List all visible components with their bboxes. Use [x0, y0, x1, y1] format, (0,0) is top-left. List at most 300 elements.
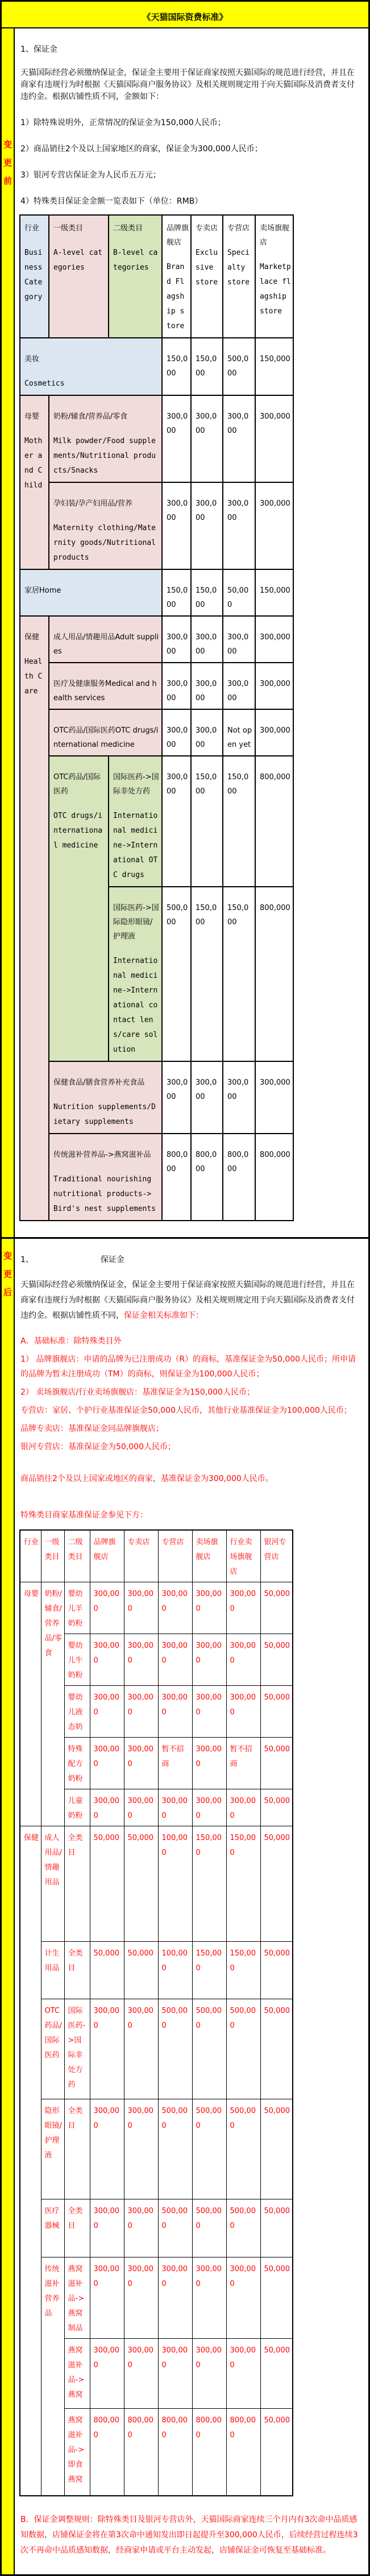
- table-cell: [90, 1999, 124, 2099]
- cell-text: 300,000: [230, 1797, 256, 1820]
- cell-text: 二级类目: [113, 224, 143, 233]
- table-cell: [158, 2409, 192, 2496]
- table-cell: [223, 616, 255, 663]
- cell-text: 500,000: [161, 2207, 188, 2230]
- table-cell: [41, 1582, 64, 1826]
- cell-text: 成人用品/情趣用品Adult supplies: [53, 633, 159, 656]
- cell-text: 300,000: [227, 412, 249, 435]
- table-cell: [162, 338, 191, 395]
- cell-text: 150,000: [167, 355, 188, 378]
- table-cell: [64, 2339, 90, 2409]
- cell-text: 二级类目: [68, 1538, 83, 1561]
- table-cell: [64, 1686, 90, 1738]
- cell-text: 计生用品: [44, 1949, 60, 1973]
- table-row: [20, 2257, 293, 2339]
- cell-text: 300,000: [260, 1078, 290, 1087]
- table-cell: [260, 2339, 293, 2409]
- table-cell: [223, 482, 255, 569]
- cell-text-en: Mother and Child: [24, 437, 43, 490]
- table-cell: [162, 887, 191, 1061]
- table-cell: [64, 1826, 90, 1942]
- table-cell: [191, 663, 223, 709]
- table-cell: [162, 1134, 191, 1221]
- cell-text: 卖场旗舰店: [260, 224, 290, 247]
- table-cell: [124, 2409, 158, 2496]
- cell-text: 300,000: [93, 2007, 119, 2030]
- cell-text: 美妆: [24, 355, 40, 363]
- table-cell: [255, 616, 293, 663]
- cell-text: 300,000: [167, 412, 188, 435]
- table-cell: [90, 1942, 124, 1999]
- section1-clause-2: 2）商品销往2个及以上国家地区的商家，保证金为300,000人民币；: [20, 144, 263, 154]
- table-cell: [158, 2257, 192, 2339]
- table-cell: [226, 2257, 260, 2339]
- cell-text: 150,000: [196, 1949, 222, 1973]
- table-cell: [90, 2409, 124, 2496]
- heading-text: 保证金: [33, 45, 57, 54]
- table-cell: [90, 1582, 124, 1634]
- table-cell: [162, 709, 191, 756]
- table-cell: [192, 1942, 226, 1999]
- cell-text: 300,000: [196, 412, 217, 435]
- table-row: [20, 338, 293, 395]
- table-cell: [49, 1061, 162, 1134]
- table-cell: [20, 616, 49, 1221]
- table-cell: [124, 2257, 158, 2339]
- cell-text-en: Specialty store: [227, 249, 250, 287]
- table-header-cell: [20, 215, 49, 338]
- table-cell: [260, 1738, 293, 1789]
- cell-text: 婴幼儿羊奶粉: [68, 1590, 83, 1628]
- change-before-label: 变更前: [2, 28, 15, 1237]
- table-cell: [109, 756, 162, 887]
- table-cell: [64, 2257, 90, 2339]
- cell-text: 300,000: [127, 2107, 153, 2130]
- rule-a-basic-standard: A．基础标准：除特殊类目外: [20, 1337, 122, 1346]
- table-cell: [158, 1686, 192, 1738]
- table-cell: [124, 1634, 158, 1686]
- cell-text: 300,000: [196, 633, 217, 656]
- cell-text: 150,000: [196, 355, 217, 378]
- table-cell: [158, 1738, 192, 1789]
- table-cell: [226, 2409, 260, 2496]
- table-cell: [260, 1826, 293, 1942]
- cell-text: 300,000: [260, 680, 290, 688]
- cell-text: 800,000: [260, 904, 290, 912]
- table-header-cell: [260, 1530, 293, 1582]
- table-cell: [158, 1826, 192, 1942]
- table-cell: [191, 709, 223, 756]
- cell-text: 300,000: [93, 2346, 119, 2370]
- table-cell: [90, 1738, 124, 1789]
- table-cell: [191, 338, 223, 395]
- table-cell: [41, 2257, 64, 2496]
- table-cell: [226, 1634, 260, 1686]
- table-cell: [124, 1582, 158, 1634]
- table-cell: [255, 663, 293, 709]
- cell-text: 150,000: [167, 586, 188, 609]
- table-row: [20, 1999, 293, 2099]
- cell-text: 行业: [24, 224, 40, 233]
- table-cell: [20, 395, 49, 569]
- cell-text: 行业卖场旗舰店: [230, 1538, 252, 1576]
- cell-text: 50,000: [264, 2107, 290, 2115]
- cell-text: 300,000: [196, 680, 217, 702]
- cell-text: 800,000: [260, 1151, 290, 1159]
- cell-text: 300,000: [260, 633, 290, 642]
- cell-text: 300,000: [230, 1693, 256, 1717]
- table-cell: [20, 569, 162, 616]
- cell-text: 品牌旗舰店: [93, 1538, 116, 1561]
- cell-text: 300,000: [227, 633, 249, 656]
- cell-text-en: Business Category: [24, 249, 43, 301]
- table-cell: [260, 1634, 293, 1686]
- cell-text: 150,000: [196, 773, 217, 796]
- cell-text: 300,000: [127, 2265, 153, 2288]
- cell-text: 300,000: [127, 1745, 153, 1768]
- cell-text: 300,000: [161, 1641, 188, 1665]
- table-cell: [49, 709, 162, 756]
- table-header-row: [20, 1530, 293, 1582]
- table-row: [20, 569, 293, 616]
- table-cell: [124, 1826, 158, 1942]
- cell-text: 特殊配方奶粉: [68, 1745, 83, 1783]
- cell-text: 300,000: [161, 1590, 188, 1613]
- rule-specialty-store: 专营店：家居、个护行业基准保证金50,000人民币，其他行业基准保证金为100,000人民币；: [20, 1406, 352, 1415]
- cell-text: 50,000: [93, 1949, 119, 1958]
- table-cell: [191, 1061, 223, 1134]
- table-cell: [192, 1789, 226, 1826]
- cell-text: Not open yet: [227, 726, 252, 749]
- cell-text: 300,000: [127, 2346, 153, 2370]
- cell-text: 800,000: [227, 1151, 249, 1173]
- table-header-row: [20, 215, 293, 338]
- table-cell: [64, 1999, 90, 2099]
- table-cell: [226, 1582, 260, 1634]
- cell-text: 150,000: [196, 904, 217, 927]
- table-cell: [124, 2099, 158, 2199]
- table-cell: [124, 1942, 158, 1999]
- cell-text: 50,000: [127, 1949, 153, 1958]
- cell-text: 母婴: [24, 1590, 39, 1598]
- cell-text: OTC药品/国际医药OTC drugs/international medicine: [53, 726, 159, 749]
- table-row: [20, 616, 293, 663]
- cell-text: 300,000: [93, 2207, 119, 2230]
- cell-text: 300,000: [196, 1693, 222, 1717]
- cell-text: 暂不招商: [161, 1745, 184, 1768]
- cell-text: 燕窝滋补品->燕窝制品: [68, 2265, 85, 2333]
- cell-text: 行业: [24, 1538, 39, 1547]
- table-cell: [191, 1134, 223, 1221]
- cell-text: 300,000: [196, 2346, 222, 2370]
- table-cell: [20, 1826, 41, 2496]
- table-cell: [223, 569, 255, 616]
- table-header-cell: [192, 1530, 226, 1582]
- cell-text: 800,000: [167, 1151, 188, 1173]
- cell-text: 800,000: [230, 2416, 256, 2439]
- table-cell: [49, 1134, 162, 1221]
- table-cell: [226, 2199, 260, 2257]
- table-cell: [260, 2257, 293, 2339]
- cell-text: 500,000: [227, 355, 249, 378]
- table-cell: [49, 482, 162, 569]
- change-after-content: [15, 1239, 368, 2574]
- table-cell: [223, 1061, 255, 1134]
- table-cell: [260, 2099, 293, 2199]
- cell-text: 300,000: [196, 1797, 222, 1820]
- table-cell: [41, 1999, 64, 2099]
- table-header-cell: [109, 215, 162, 338]
- cell-text: 800,000: [161, 2416, 188, 2439]
- table-cell: [162, 663, 191, 709]
- table-cell: [90, 1826, 124, 1942]
- table-cell: [226, 1686, 260, 1738]
- cell-text: 婴幼儿牛奶粉: [68, 1641, 83, 1680]
- table-cell: [20, 338, 162, 395]
- cell-text: 50,000: [264, 1834, 290, 1842]
- table-cell: [192, 1826, 226, 1942]
- cell-text: 300,000: [230, 2346, 256, 2370]
- intro-black-text: 天猫国际经营必须缴纳保证金，保证金主要用于保证商家按照天猫国际的规范进行经营，并且在商家有违规行为时根据《天猫国际商户服务协议》及相关规则规定用于向天猫国际及消费者支付违约金。根据店铺性质不同，: [20, 1280, 355, 1320]
- table-cell: [192, 2257, 226, 2339]
- cell-text: 全类目: [68, 2107, 83, 2130]
- cell-text: 燕窝滋补品->即食燕窝: [68, 2416, 85, 2484]
- cell-text: 300,000: [93, 2265, 119, 2288]
- cell-text: 50,000: [264, 2207, 290, 2215]
- cell-text: 奶粉/辅食/营养品/零食: [44, 1590, 62, 1657]
- table-cell: [20, 1582, 41, 1826]
- table-cell: [41, 2099, 64, 2199]
- table-cell: [192, 1686, 226, 1738]
- cell-text: 300,000: [127, 2207, 153, 2230]
- cell-text: 300,000: [196, 726, 217, 749]
- table-cell: [260, 1942, 293, 1999]
- rule-brand-flagship: 1） 品牌旗舰店：申请的品牌为已注册成功（R）的商标，基准保证金为50,000人民币；所申请的品牌为暂未注册成功（TM）的商标，则保证金为100,000人民币；: [20, 1355, 356, 1379]
- table-cell: [158, 1634, 192, 1686]
- cell-text: 医疗及健康服务Medical and health services: [53, 680, 157, 702]
- table-header-cell: [226, 1530, 260, 1582]
- section1-heading: [20, 43, 358, 55]
- table-cell: [226, 1942, 260, 1999]
- table-cell: [158, 1942, 192, 1999]
- table-cell: [49, 616, 162, 663]
- cell-text: 300,000: [93, 1745, 119, 1768]
- table-cell: [64, 2099, 90, 2199]
- cell-text: 300,000: [93, 2107, 119, 2130]
- table-cell: [260, 1789, 293, 1826]
- table-header-cell: [124, 1530, 158, 1582]
- cell-text: 800,000: [196, 2416, 222, 2439]
- cell-text: 300,000: [167, 633, 188, 656]
- cell-text: OTC药品/国际医药: [44, 2007, 62, 2060]
- section1-clause-4: 4）特殊类目保证金金额一览表如下（单位：RMB）: [20, 197, 203, 206]
- table-cell: [191, 395, 223, 482]
- cell-text: 专卖店: [127, 1538, 150, 1547]
- table-cell: [90, 2099, 124, 2199]
- table-cell: [124, 1686, 158, 1738]
- table-cell: [124, 2339, 158, 2409]
- cell-text: 传统滋补营养品->燕窝滋补品: [53, 1151, 151, 1159]
- cell-text: 300,000: [161, 1693, 188, 1717]
- table-cell: [226, 2339, 260, 2409]
- section-change-after: [2, 1237, 368, 2574]
- table-row: [20, 1061, 293, 1134]
- cell-text-en: Marketplace flagship store: [260, 263, 291, 316]
- table-cell: [260, 1582, 293, 1634]
- table-row: [20, 1134, 293, 1221]
- cell-text: 50,000: [264, 2007, 290, 2015]
- cell-text: 100,000: [161, 1834, 188, 1857]
- table-cell: [255, 338, 293, 395]
- table-cell: [192, 1582, 226, 1634]
- document-title: 《天猫国际资费标准》: [2, 2, 368, 28]
- table-cell: [162, 616, 191, 663]
- cell-text: 全类目: [68, 1949, 83, 1973]
- cell-text: 一级类目: [44, 1538, 60, 1561]
- cell-text: 300,000: [167, 773, 188, 796]
- cell-text-en: Cosmetics: [24, 379, 65, 388]
- table-cell: [64, 1738, 90, 1789]
- table-cell: [64, 1582, 90, 1634]
- section-change-before: [2, 28, 368, 1237]
- table-row: [20, 1826, 293, 1942]
- cell-text: 500,000: [161, 2007, 188, 2030]
- table-cell: [41, 1826, 64, 1942]
- cell-text: 50,000: [127, 1834, 153, 1842]
- table-cell: [223, 338, 255, 395]
- table-cell: [191, 616, 223, 663]
- table-cell: [158, 1789, 192, 1826]
- table-cell: [64, 2409, 90, 2496]
- table-cell: [226, 1789, 260, 1826]
- cell-text: 300,000: [227, 680, 249, 702]
- table-row: [20, 482, 293, 569]
- table-header-cell: [223, 215, 255, 338]
- section2-heading: [20, 1254, 358, 1265]
- cell-text: 50,000: [227, 586, 249, 609]
- cell-text: 一级类目: [53, 224, 84, 233]
- section2-intro-paragraph: [20, 1277, 358, 1324]
- cell-text: 家居Home: [24, 586, 61, 595]
- table-header-cell: [64, 1530, 90, 1582]
- cell-text: 保健食品/膳食营养补充食品: [53, 1078, 145, 1087]
- cell-text-en: B-level categories: [113, 249, 158, 272]
- table-row: [20, 1942, 293, 1999]
- cell-text: 50,000: [93, 1834, 119, 1842]
- cell-text-en: Milk powder/Food supplements/Nutritional products/Snacks: [53, 437, 156, 475]
- table-cell: [191, 756, 223, 887]
- cell-text-en: Brand Flagship store: [167, 263, 185, 330]
- table-cell: [158, 1582, 192, 1634]
- table-cell: [109, 887, 162, 1061]
- table-cell: [192, 2409, 226, 2496]
- rule-multi-country: 商品销往2个及以上国家或地区的商家，基准保证金为300,000人民币。: [20, 1474, 273, 1483]
- rule-galaxy-specialty-store: 银河专营店：基准保证金为50,000人民币；: [20, 1442, 176, 1452]
- cell-text: 300,000: [260, 726, 290, 735]
- rule-marketplace-flagship: 2） 卖场旗舰店/行业卖场旗舰店：基准保证金为150,000人民币；: [20, 1388, 255, 1397]
- cell-text: 银河专营店: [264, 1538, 286, 1561]
- rule-b-adjustment: B．保证金调整规则：除特殊类目及银河专营店外，天猫国际商家连续三个月内有3次命中品质感知数据，店铺保证金将在第3次命中通知发出即日起提升至300,000人民币，后续经营过程连续3次不再命中品质感知数据，经商家申请或平台主动发起，店铺保证金可恢复至基础标准。: [20, 2515, 358, 2555]
- table-cell: [260, 1686, 293, 1738]
- table-cell: [124, 1789, 158, 1826]
- cell-text: 800,000: [260, 773, 290, 782]
- cell-text: 医疗器械: [44, 2207, 60, 2230]
- table-header-cell: [255, 215, 293, 338]
- table-cell: [162, 569, 191, 616]
- table-cell: [162, 395, 191, 482]
- cell-text: 传统滋补营养品: [44, 2265, 60, 2318]
- table-cell: [124, 1738, 158, 1789]
- table-header-cell: [20, 1530, 41, 1582]
- table-cell: [260, 2409, 293, 2496]
- table-cell: [158, 1999, 192, 2099]
- cell-text: 300,000: [161, 2265, 188, 2288]
- cell-text: 150,000: [230, 1949, 256, 1973]
- cell-text: 500,000: [161, 2107, 188, 2130]
- table-cell: [260, 1999, 293, 2099]
- table-cell: [64, 2199, 90, 2257]
- deposit-table-after: [19, 1529, 293, 2496]
- table-cell: [260, 2199, 293, 2257]
- cell-text: 母婴: [24, 412, 40, 421]
- cell-text: 500,000: [196, 2207, 222, 2230]
- cell-text: 300,000: [127, 1797, 153, 1820]
- cell-text: 300,000: [196, 1641, 222, 1665]
- cell-text-en: Nutrition supplements/Dietary supplements: [53, 1103, 156, 1126]
- table-cell: [90, 2257, 124, 2339]
- table-header-cell: [41, 1530, 64, 1582]
- table-cell: [64, 1634, 90, 1686]
- cell-text: 50,000: [264, 2346, 290, 2355]
- cell-text-en: International medicine->International OTC drugs: [113, 812, 158, 879]
- cell-text-en: Exclusive store: [196, 249, 218, 287]
- table-header-cell: [158, 1530, 192, 1582]
- table-cell: [226, 2099, 260, 2199]
- cell-text: 300,000: [227, 1078, 249, 1101]
- cell-text: 专卖店: [196, 224, 218, 233]
- cell-text: 婴幼儿液态奶: [68, 1693, 83, 1731]
- table-cell: [223, 395, 255, 482]
- table-cell: [255, 395, 293, 482]
- table-cell: [158, 2339, 192, 2409]
- cell-text: 全类目: [68, 1834, 83, 1857]
- deposit-table-before: [19, 214, 294, 1221]
- cell-text: 500,000: [196, 2007, 222, 2030]
- table-cell: [64, 1789, 90, 1826]
- table-cell: [255, 1134, 293, 1221]
- intro-red-text: 保证金相关标准如下：: [124, 1311, 203, 1320]
- cell-text: 300,000: [93, 1590, 119, 1613]
- cell-text: 品牌旗舰店: [167, 224, 189, 247]
- cell-text: 500,000: [230, 2007, 256, 2030]
- heading-number: 1、: [20, 45, 34, 54]
- cell-text: 暂不招商: [230, 1745, 252, 1768]
- cell-text: 800,000: [93, 2416, 119, 2439]
- table-cell: [41, 2199, 64, 2257]
- cell-text: 500,000: [167, 904, 188, 927]
- cell-text: 50,000: [264, 2265, 290, 2273]
- cell-text: 300,000: [127, 1590, 153, 1613]
- table-cell: [41, 1942, 64, 1999]
- table-cell: [158, 2099, 192, 2199]
- table-cell: [49, 756, 109, 1061]
- cell-text: 150,000: [196, 1834, 222, 1857]
- cell-text: 50,000: [264, 1949, 290, 1958]
- cell-text: 50,000: [264, 1745, 290, 1754]
- table-row: [20, 395, 293, 482]
- table-cell: [90, 1634, 124, 1686]
- table-row: [20, 709, 293, 756]
